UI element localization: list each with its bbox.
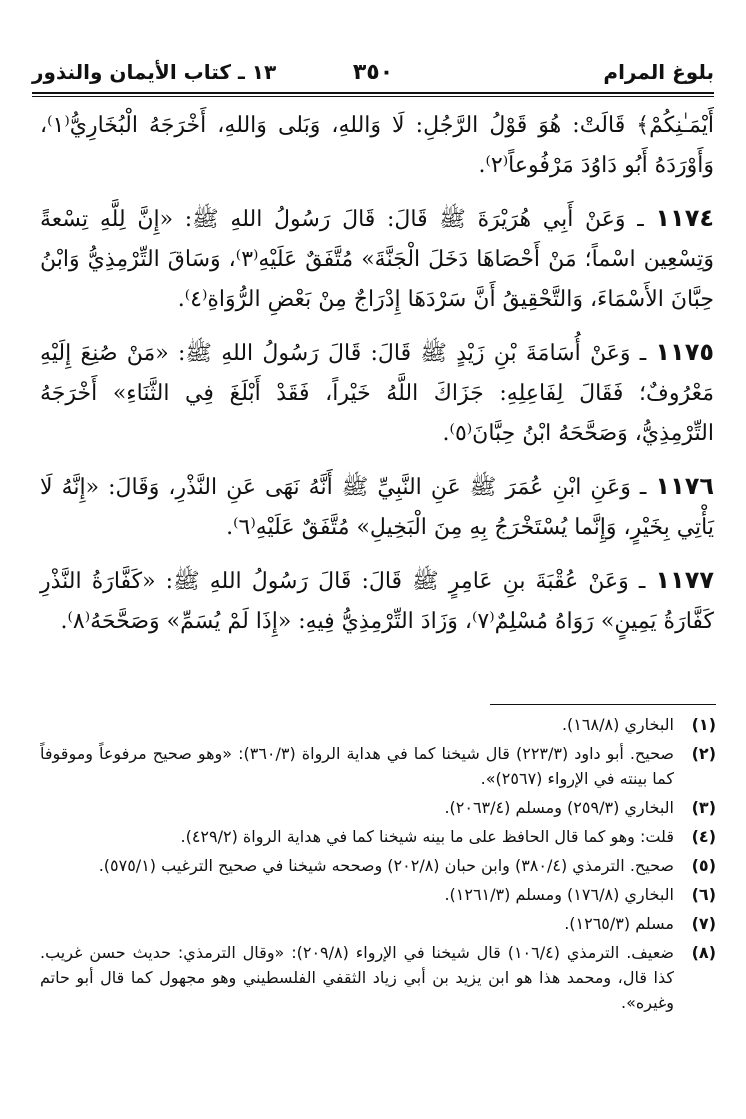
hadith-number: ١١٧٤ xyxy=(655,204,714,232)
chapter-title: ١٣ ـ كتاب الأيمان والنذور xyxy=(32,60,277,84)
footnote-number: (٧) xyxy=(691,914,716,933)
hadith-text: أَيْمَـٰنِكُمْ﴾ قَالَتْ: هُوَ قَوْلُ الرَّجُلِ: لَا وَاللهِ، وَبَلى وَاللهِ، أَخْرَجَهُ الْبُخَارِيُّ⁽١⁾، وَأَوْرَدَهُ أَبُو دَاوُدَ مَرْفُوعاً⁽٢⁾. xyxy=(40,113,714,178)
header-rule-thin xyxy=(32,96,714,97)
hadith-number: ١١٧٥ xyxy=(655,338,714,366)
hadith-paragraph xyxy=(40,466,714,548)
footnotes xyxy=(40,712,716,1019)
hadith-number: ١١٧٦ xyxy=(655,472,715,500)
footnote-text: البخاري (٢٥٩/٣) ومسلم (٢٠٦٣/٤). xyxy=(444,798,674,817)
hadith-text: ـ وَعَنْ أُسَامَةَ بْنِ زَيْدٍ ﷺ قَالَ: قَالَ رَسُولُ اللهِ ﷺ: «مَنْ صُنِعَ إِلَيْهِ مَعْرُوفٌ؛ فَقَالَ لِفَاعِلِهِ: جَزَاكَ اللَّهُ خَيْراً، فَقَدْ أَبْلَغَ فِي الثَّنَاءِ» أَخْرَجَهُ التِّرْمِذِيُّ، وَصَحَّحَهُ ابْنُ حِبَّانَ⁽٥⁾. xyxy=(40,341,714,446)
hadith-number: ١١٧٧ xyxy=(655,566,714,594)
footnote-separator xyxy=(490,704,716,705)
footnote-text: البخاري (١٦٨/٨). xyxy=(561,715,674,734)
footnote xyxy=(40,712,716,737)
footnote-number: (٦) xyxy=(691,885,716,904)
footnote-number: (١) xyxy=(691,715,716,734)
hadith-paragraph xyxy=(40,198,714,320)
hadith-paragraph xyxy=(40,560,714,642)
book-title: بلوغ المرام xyxy=(603,60,714,84)
footnote-text: ضعيف. الترمذي (١٠٦/٤) قال شيخنا في الإرواء (٢٠٩/٨): «وقال الترمذي: حديث حسن غريب. كذا قال، ومحمد هذا هو ابن يزيد بن أبي زياد الثقفي الفلسطيني وهو مجهول كما قال أبو حاتم وغيره». xyxy=(40,943,674,1012)
main-text xyxy=(40,104,714,654)
footnote xyxy=(40,940,716,1015)
footnote xyxy=(40,911,716,936)
page-number: ٣٥٠ xyxy=(352,60,394,85)
footnote xyxy=(40,741,716,791)
footnote-text: صحيح. أبو داود (٢٢٣/٣) قال شيخنا كما في هداية الرواة (٣٦٠/٣): «وهو صحيح مرفوعاً وموقوفاً كما بينته في الإرواء (٢٥٦٧)». xyxy=(40,744,675,788)
page-header xyxy=(32,52,714,92)
footnote xyxy=(40,853,716,878)
footnote-number: (٢) xyxy=(691,744,716,763)
footnote-text: البخاري (١٧٦/٨) ومسلم (١٢٦١/٣). xyxy=(444,885,674,904)
hadith-text: ـ وَعَنْ عُقْبَةَ بنِ عَامِرٍ ﷺ قَالَ: قَالَ رَسُولُ اللهِ ﷺ: «كَفَّارَةُ النَّذْرِ كَفَّارَةُ يَمِينٍ» رَوَاهُ مُسْلِمٌ⁽٧⁾، وَزَادَ التِّرْمِذِيُّ فِيهِ: «إِذَا لَمْ يُسَمِّ» وَصَحَّحَهُ⁽٨⁾. xyxy=(40,569,714,634)
footnote-text: مسلم (١٢٦٥/٣). xyxy=(564,914,674,933)
header-rule xyxy=(32,92,714,94)
footnote xyxy=(40,795,716,820)
footnote-text: صحيح. الترمذي (٣٨٠/٤) وابن حبان (٢٠٢/٨) وصححه شيخنا في صحيح الترغيب (٥٧٥/١). xyxy=(98,856,674,875)
footnote-number: (٣) xyxy=(691,798,716,817)
footnote-number: (٨) xyxy=(691,943,716,962)
footnote-number: (٥) xyxy=(691,856,716,875)
footnote xyxy=(40,882,716,907)
footnote xyxy=(40,824,716,849)
hadith-text: ـ وَعَنْ أَبِي هُرَيْرَةَ ﷺ قَالَ: قَالَ رَسُولُ اللهِ ﷺ: «إِنَّ لِلَّهِ تِسْعةً وَتِسْعِين اسْماً؛ مَنْ أَحْصَاهَا دَخَلَ الْجَنَّةَ» مُتَّفَقٌ عَلَيْهِ⁽٣⁾، وَسَاقَ التِّرْمِذِيُّ وَابْنُ حِبَّانَ الأَسْمَاءَ، وَالتَّحْقِيقُ أَنَّ سَرْدَهَا إِدْرَاجٌ مِنْ بَعْضِ الرُّوَاةِ⁽٤⁾. xyxy=(40,207,714,312)
hadith-paragraph xyxy=(40,104,714,186)
footnote-text: قلت: وهو كما قال الحافظ على ما بينه شيخنا كما في هداية الرواة (٤٢٩/٢). xyxy=(180,827,674,846)
hadith-text: ـ وَعَنِ ابْنِ عُمَرَ ﷺ عَنِ النَّبِيِّ ﷺ أَنَّهُ نَهَى عَنِ النَّذْرِ، وَقَالَ: «إِنَّهُ لَا يَأْتِي بِخَيْرٍ، وَإِنَّما يُسْتَخْرَجُ بِهِ مِنَ الْبَخِيلِ» مُتَّفَقٌ عَلَيْهِ⁽٦⁾. xyxy=(40,475,714,540)
footnote-number: (٤) xyxy=(691,827,716,846)
hadith-paragraph xyxy=(40,332,714,454)
